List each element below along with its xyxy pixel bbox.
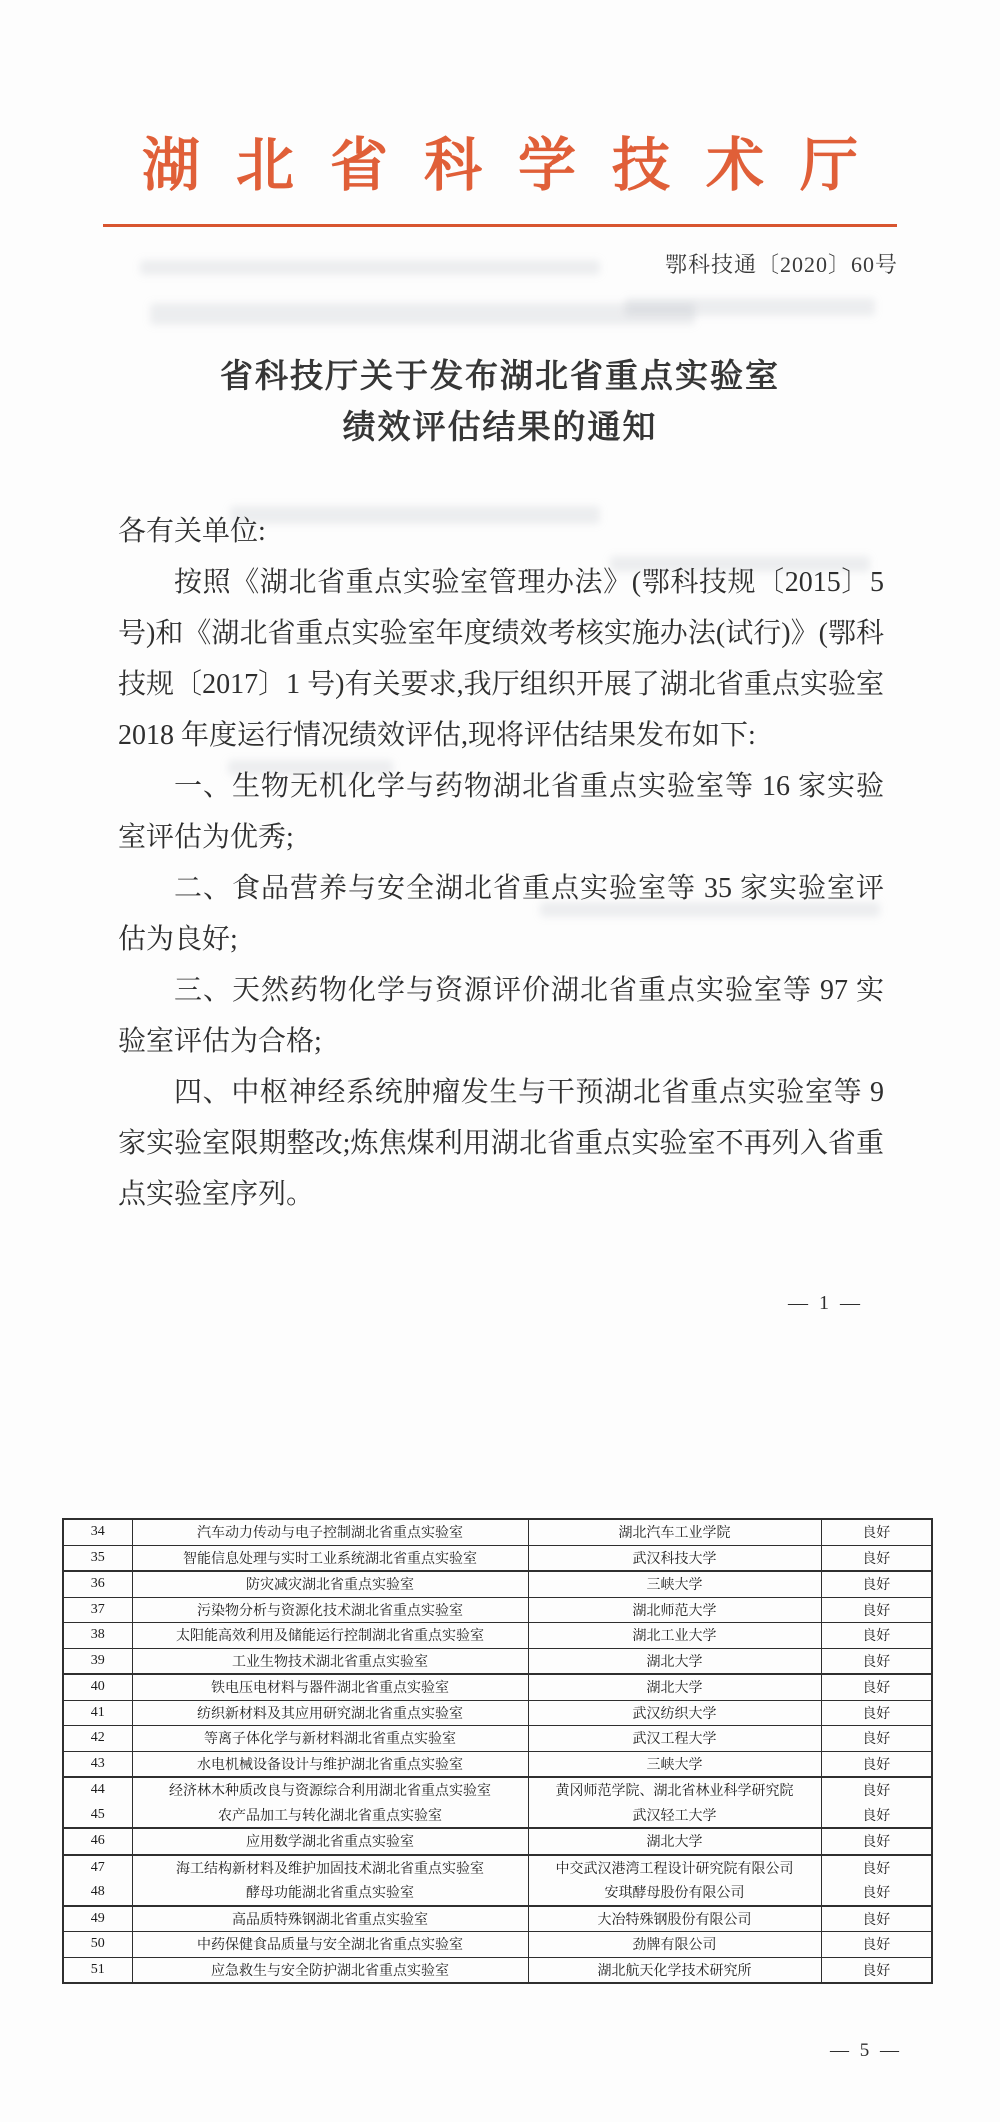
body-paragraph: 一、生物无机化学与药物湖北省重点实验室等 16 家实验室评估为优秀; <box>118 771 884 853</box>
cell-rating: 良好 <box>821 1855 932 1881</box>
lab-evaluation-table <box>62 1518 933 1984</box>
cell-lab-name: 农产品加工与转化湖北省重点实验室 <box>132 1803 528 1829</box>
cell-row-number: 39 <box>63 1648 132 1674</box>
notice-title-line1: 省科技厅关于发布湖北省重点实验室 <box>220 359 780 395</box>
table-row <box>63 1700 932 1726</box>
body-paragraph: 按照《湖北省重点实验室管理办法》(鄂科技规〔2015〕5 号)和《湖北省重点实验室年度绩效考核实施办法(试行)》(鄂科技规〔2017〕1 号)有关要求,我厅组织开展了湖北省重点实验室 2018 年度运行情况绩效评估,现将评估结果发布如下: <box>118 567 884 751</box>
table-row <box>63 1777 932 1803</box>
cell-row-number: 50 <box>63 1932 132 1958</box>
notice-title-line2: 绩效评估结果的通知 <box>342 410 658 446</box>
cell-rating: 良好 <box>821 1751 932 1777</box>
table-row <box>63 1623 932 1649</box>
page-number-1: — 1 — <box>788 1292 863 1314</box>
cell-lab-name: 等离子体化学与新材料湖北省重点实验室 <box>132 1726 528 1752</box>
table-row <box>63 1906 932 1932</box>
cell-lab-name: 海工结构新材料及维护加固技术湖北省重点实验室 <box>132 1855 528 1881</box>
table-row <box>63 1648 932 1674</box>
notice-title <box>0 352 1000 454</box>
salutation: 各有关单位: <box>118 516 266 547</box>
cell-row-number: 41 <box>63 1700 132 1726</box>
cell-rating: 良好 <box>821 1726 932 1752</box>
table-row <box>63 1828 932 1855</box>
cell-rating: 良好 <box>821 1700 932 1726</box>
cell-rating: 良好 <box>821 1674 932 1700</box>
cell-lab-name: 经济林木种质改良与资源综合利用湖北省重点实验室 <box>132 1777 528 1803</box>
cell-lab-name: 纺织新材料及其应用研究湖北省重点实验室 <box>132 1700 528 1726</box>
notice-body <box>118 506 884 1220</box>
cell-institution: 武汉工程大学 <box>528 1726 821 1752</box>
table-row <box>63 1519 932 1545</box>
table-row <box>63 1803 932 1829</box>
cell-row-number: 38 <box>63 1623 132 1649</box>
cell-lab-name: 高品质特殊钢湖北省重点实验室 <box>132 1906 528 1932</box>
cell-institution: 三峡大学 <box>528 1751 821 1777</box>
cell-rating: 良好 <box>821 1828 932 1855</box>
bleedthrough-smudge <box>140 260 600 275</box>
cell-rating: 良好 <box>821 1803 932 1829</box>
cell-rating: 良好 <box>821 1957 932 1983</box>
cell-row-number: 42 <box>63 1726 132 1752</box>
table-row <box>63 1932 932 1958</box>
cell-row-number: 45 <box>63 1803 132 1829</box>
lab-table-body <box>63 1519 932 1983</box>
cell-row-number: 43 <box>63 1751 132 1777</box>
cell-lab-name: 应用数学湖北省重点实验室 <box>132 1828 528 1855</box>
cell-row-number: 49 <box>63 1906 132 1932</box>
cell-institution: 安琪酵母股份有限公司 <box>528 1880 821 1906</box>
cell-row-number: 36 <box>63 1571 132 1597</box>
table-row <box>63 1957 932 1983</box>
cell-rating: 良好 <box>821 1648 932 1674</box>
table-row <box>63 1880 932 1906</box>
cell-institution: 劲牌有限公司 <box>528 1932 821 1958</box>
cell-row-number: 34 <box>63 1519 132 1545</box>
table-row <box>63 1751 932 1777</box>
body-paragraph: 三、天然药物化学与资源评价湖北省重点实验室等 97 实验室评估为合格; <box>118 975 884 1057</box>
document-number: 鄂科技通〔2020〕60号 <box>664 252 898 277</box>
table-row <box>63 1855 932 1881</box>
cell-lab-name: 铁电压电材料与器件湖北省重点实验室 <box>132 1674 528 1700</box>
cell-institution: 湖北大学 <box>528 1674 821 1700</box>
cell-lab-name: 汽车动力传动与电子控制湖北省重点实验室 <box>132 1519 528 1545</box>
table-row <box>63 1597 932 1623</box>
cell-lab-name: 太阳能高效利用及储能运行控制湖北省重点实验室 <box>132 1623 528 1649</box>
bleedthrough-smudge <box>625 298 875 316</box>
cell-institution: 武汉科技大学 <box>528 1545 821 1571</box>
cell-lab-name: 应急救生与安全防护湖北省重点实验室 <box>132 1957 528 1983</box>
cell-row-number: 46 <box>63 1828 132 1855</box>
cell-row-number: 35 <box>63 1545 132 1571</box>
cell-lab-name: 中药保健食品质量与安全湖北省重点实验室 <box>132 1932 528 1958</box>
page-number-5: — 5 — <box>830 2040 902 2061</box>
cell-institution: 湖北大学 <box>528 1828 821 1855</box>
agency-header: 湖北省科学技术厅 <box>141 133 894 198</box>
cell-rating: 良好 <box>821 1519 932 1545</box>
cell-rating: 良好 <box>821 1906 932 1932</box>
table-row <box>63 1545 932 1571</box>
cell-institution: 黄冈师范学院、湖北省林业科学研究院 <box>528 1777 821 1803</box>
letterhead-rule <box>103 224 897 227</box>
body-paragraph: 四、中枢神经系统肿瘤发生与干预湖北省重点实验室等 9 家实验室限期整改;炼焦煤利用湖北省重点实验室不再列入省重点实验室序列。 <box>118 1077 884 1210</box>
cell-row-number: 48 <box>63 1880 132 1906</box>
cell-lab-name: 工业生物技术湖北省重点实验室 <box>132 1648 528 1674</box>
cell-institution: 湖北大学 <box>528 1648 821 1674</box>
cell-lab-name: 防灾减灾湖北省重点实验室 <box>132 1571 528 1597</box>
cell-row-number: 37 <box>63 1597 132 1623</box>
cell-institution: 三峡大学 <box>528 1571 821 1597</box>
cell-rating: 良好 <box>821 1880 932 1906</box>
cell-rating: 良好 <box>821 1571 932 1597</box>
cell-rating: 良好 <box>821 1597 932 1623</box>
cell-lab-name: 污染物分析与资源化技术湖北省重点实验室 <box>132 1597 528 1623</box>
table-row <box>63 1726 932 1752</box>
cell-institution: 中交武汉港湾工程设计研究院有限公司 <box>528 1855 821 1881</box>
bleedthrough-smudge <box>150 303 695 325</box>
cell-rating: 良好 <box>821 1932 932 1958</box>
cell-institution: 湖北汽车工业学院 <box>528 1519 821 1545</box>
body-paragraph: 二、食品营养与安全湖北省重点实验室等 35 家实验室评估为良好; <box>118 873 884 955</box>
cell-rating: 良好 <box>821 1623 932 1649</box>
cell-institution: 湖北工业大学 <box>528 1623 821 1649</box>
cell-institution: 湖北师范大学 <box>528 1597 821 1623</box>
table-row <box>63 1571 932 1597</box>
cell-institution: 大冶特殊钢股份有限公司 <box>528 1906 821 1932</box>
cell-institution: 武汉纺织大学 <box>528 1700 821 1726</box>
cell-rating: 良好 <box>821 1777 932 1803</box>
cell-row-number: 47 <box>63 1855 132 1881</box>
cell-row-number: 40 <box>63 1674 132 1700</box>
cell-lab-name: 水电机械设备设计与维护湖北省重点实验室 <box>132 1751 528 1777</box>
cell-row-number: 44 <box>63 1777 132 1803</box>
cell-institution: 湖北航天化学技术研究所 <box>528 1957 821 1983</box>
cell-row-number: 51 <box>63 1957 132 1983</box>
cell-institution: 武汉轻工大学 <box>528 1803 821 1829</box>
table-row <box>63 1674 932 1700</box>
cell-rating: 良好 <box>821 1545 932 1571</box>
cell-lab-name: 酵母功能湖北省重点实验室 <box>132 1880 528 1906</box>
cell-lab-name: 智能信息处理与实时工业系统湖北省重点实验室 <box>132 1545 528 1571</box>
